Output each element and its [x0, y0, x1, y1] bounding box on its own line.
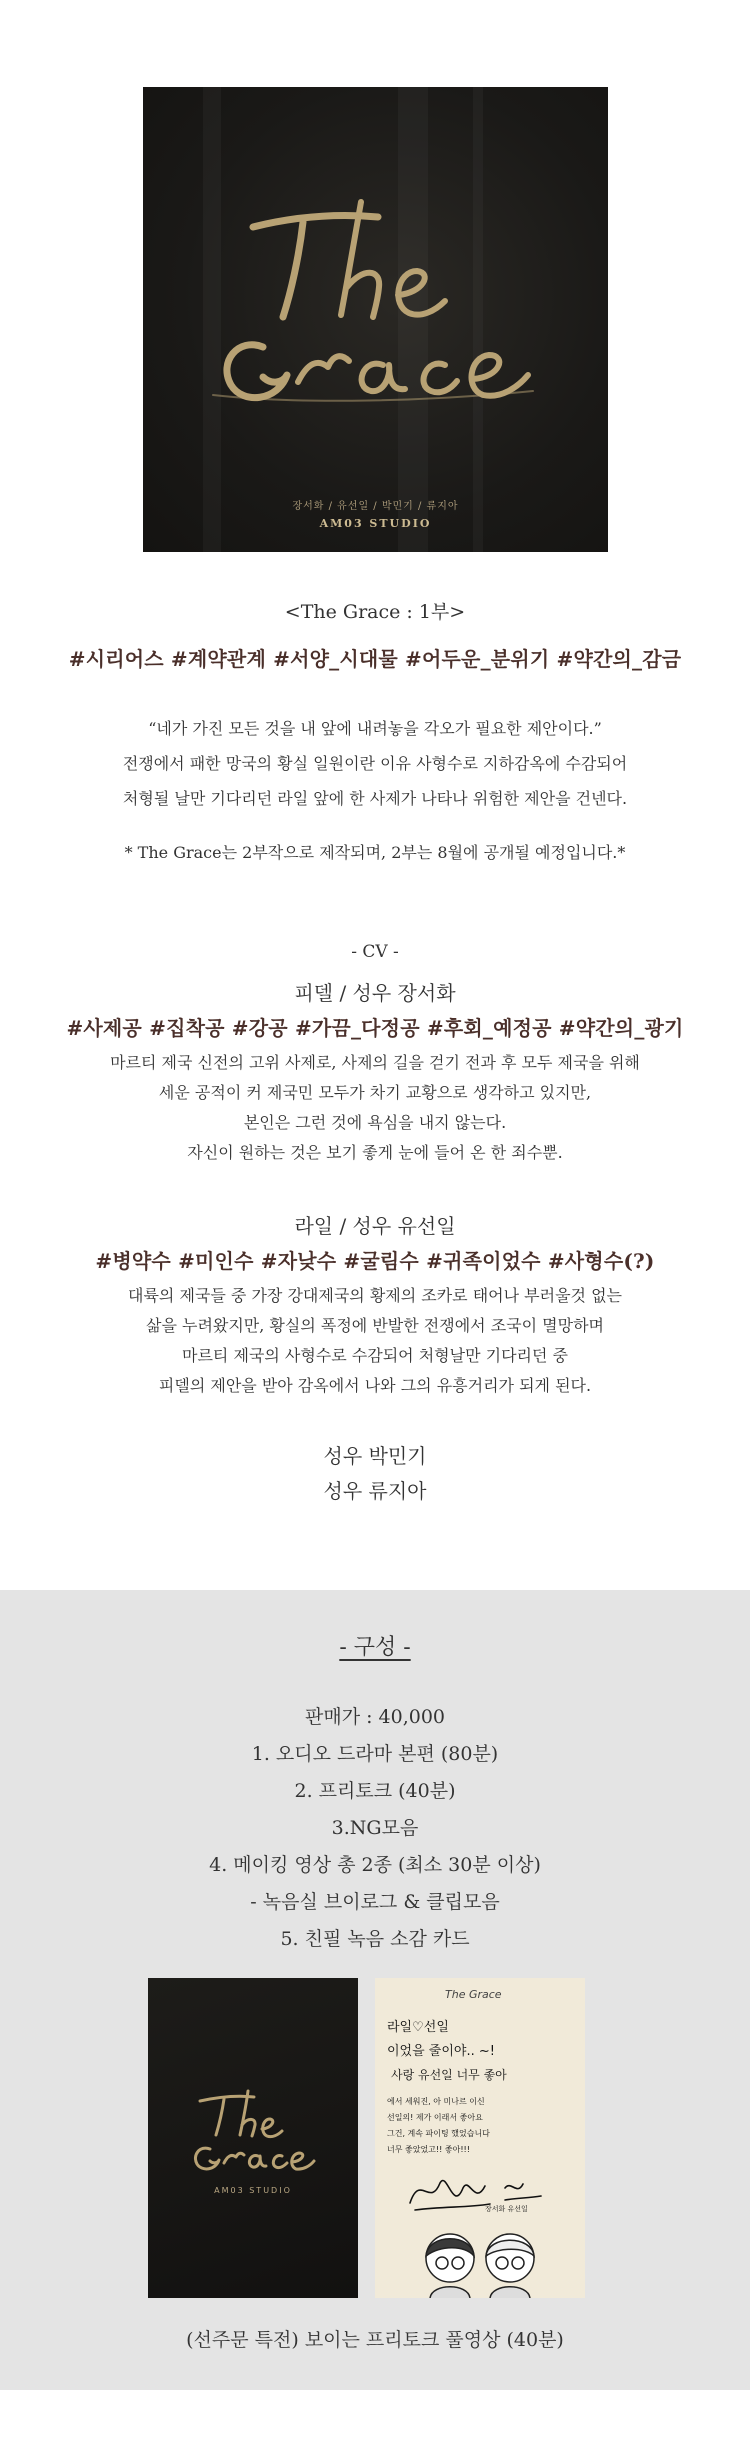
character-desc: 대륙의 제국들 중 가장 강대제국의 황제의 조카로 태어나 부러울것 없는	[128, 1286, 622, 1305]
character-tags: #병약수 #미인수 #자낮수 #굴림수 #귀족이었수 #사형수(?)	[95, 1249, 655, 1273]
work-title: <The Grace : 1부>	[284, 601, 466, 623]
composition-item: 판매가 : 40,000	[304, 1706, 446, 1728]
character-desc: 피델의 제안을 받아 감옥에서 나와 그의 유흥거리가 되게 된다.	[158, 1376, 592, 1395]
character-desc: 세운 공적이 커 제국민 모두가 차기 교황으로 생각하고 있지만,	[158, 1083, 592, 1102]
photo-card-front	[148, 1978, 358, 2298]
character-desc: 삶을 누려왔지만, 황실의 폭정에 반발한 전쟁에서 조국이 멸망하며	[145, 1316, 604, 1335]
the-grace-logo	[178, 2083, 328, 2178]
signature-icon	[405, 2168, 555, 2218]
character-desc: 마르티 제국의 사형수로 수감되어 처형날만 기다리던 중	[181, 1346, 568, 1365]
card-header: The Grace	[445, 1988, 502, 2001]
chibi-characters-icon	[410, 2223, 550, 2298]
handwritten-line: 에서 세워진, 아 미나르 이신	[387, 2097, 485, 2106]
description-line: 처형될 날만 기다리던 라일 앞에 한 사제가 나타나 위험한 제안을 건넨다.	[122, 789, 628, 808]
handwritten-line: 그건, 계속 파이팅 했었습니다	[387, 2129, 490, 2138]
handwritten-line: 이었을 줄이야.. ~!	[387, 2044, 495, 2059]
composition-title: - 구성 -	[339, 1635, 411, 1660]
description-line: 전쟁에서 패한 망국의 황실 일원이란 이유 사형수로 지하감옥에 수감되어	[122, 754, 628, 773]
composition-item: 4. 메이킹 영상 총 2종 (최소 30분 이상)	[209, 1854, 541, 1876]
character-name: 라일 / 성우 유선일	[294, 1214, 456, 1238]
handwritten-line: 선일의! 제가 이래서 좋아요	[387, 2113, 483, 2122]
cv-header: - CV -	[351, 942, 399, 962]
composition-item: 1. 오디오 드라마 본편 (80분)	[251, 1743, 499, 1765]
character-desc: 자신이 원하는 것은 보기 좋게 눈에 들어 온 한 죄수뿐.	[187, 1143, 563, 1162]
voice-actor: 성우 박민기	[323, 1444, 427, 1468]
the-grace-logo	[183, 177, 568, 417]
work-tags: #시리어스 #계약관계 #서양_시대물 #어두운_분위기 #약간의_감금	[68, 647, 682, 671]
signature: 장서화 유선일	[485, 2205, 528, 2213]
release-note: * The Grace는 2부작으로 제작되며, 2부는 8월에 공개될 예정입니다.*	[124, 843, 626, 862]
voice-actor: 성우 류지아	[323, 1479, 427, 1503]
composition-item: 5. 친필 녹음 소감 카드	[280, 1928, 470, 1950]
card-studio: AM03 STUDIO	[214, 2186, 292, 2195]
handwritten-line: 라일♡선일	[387, 2020, 449, 2035]
quote: “네가 가진 모든 것을 내 앞에 내려놓을 각오가 필요한 제안이다.”	[148, 719, 602, 738]
composition-item: - 녹음실 브이로그 & 클립모음	[250, 1891, 500, 1913]
cover-studio: AM03 STUDIO	[319, 517, 432, 530]
cover-credits: 장서화 / 유선일 / 박민기 / 류지아	[292, 501, 459, 512]
character-tags: #사제공 #집착공 #강공 #가끔_다정공 #후회_예정공 #약간의_광기	[66, 1016, 684, 1040]
character-desc: 마르티 제국 신전의 고위 사제로, 사제의 길을 걷기 전과 후 모두 제국을 위해	[110, 1053, 640, 1072]
composition-item: 3.NG모음	[331, 1817, 419, 1839]
album-cover	[143, 87, 608, 552]
preorder-caption: (선주문 특전) 보이는 프리토크 풀영상 (40분)	[186, 2329, 564, 2351]
composition-item: 2. 프리토크 (40분)	[294, 1780, 456, 1802]
character-desc: 본인은 그런 것에 욕심을 내지 않는다.	[243, 1113, 507, 1132]
character-name: 피델 / 성우 장서화	[294, 981, 456, 1005]
message-card	[375, 1978, 585, 2298]
handwritten-line: 너무 좋았었고!! 좋아!!!	[387, 2145, 470, 2154]
handwritten-line: 사랑 유선일 너무 좋아	[391, 2068, 507, 2082]
